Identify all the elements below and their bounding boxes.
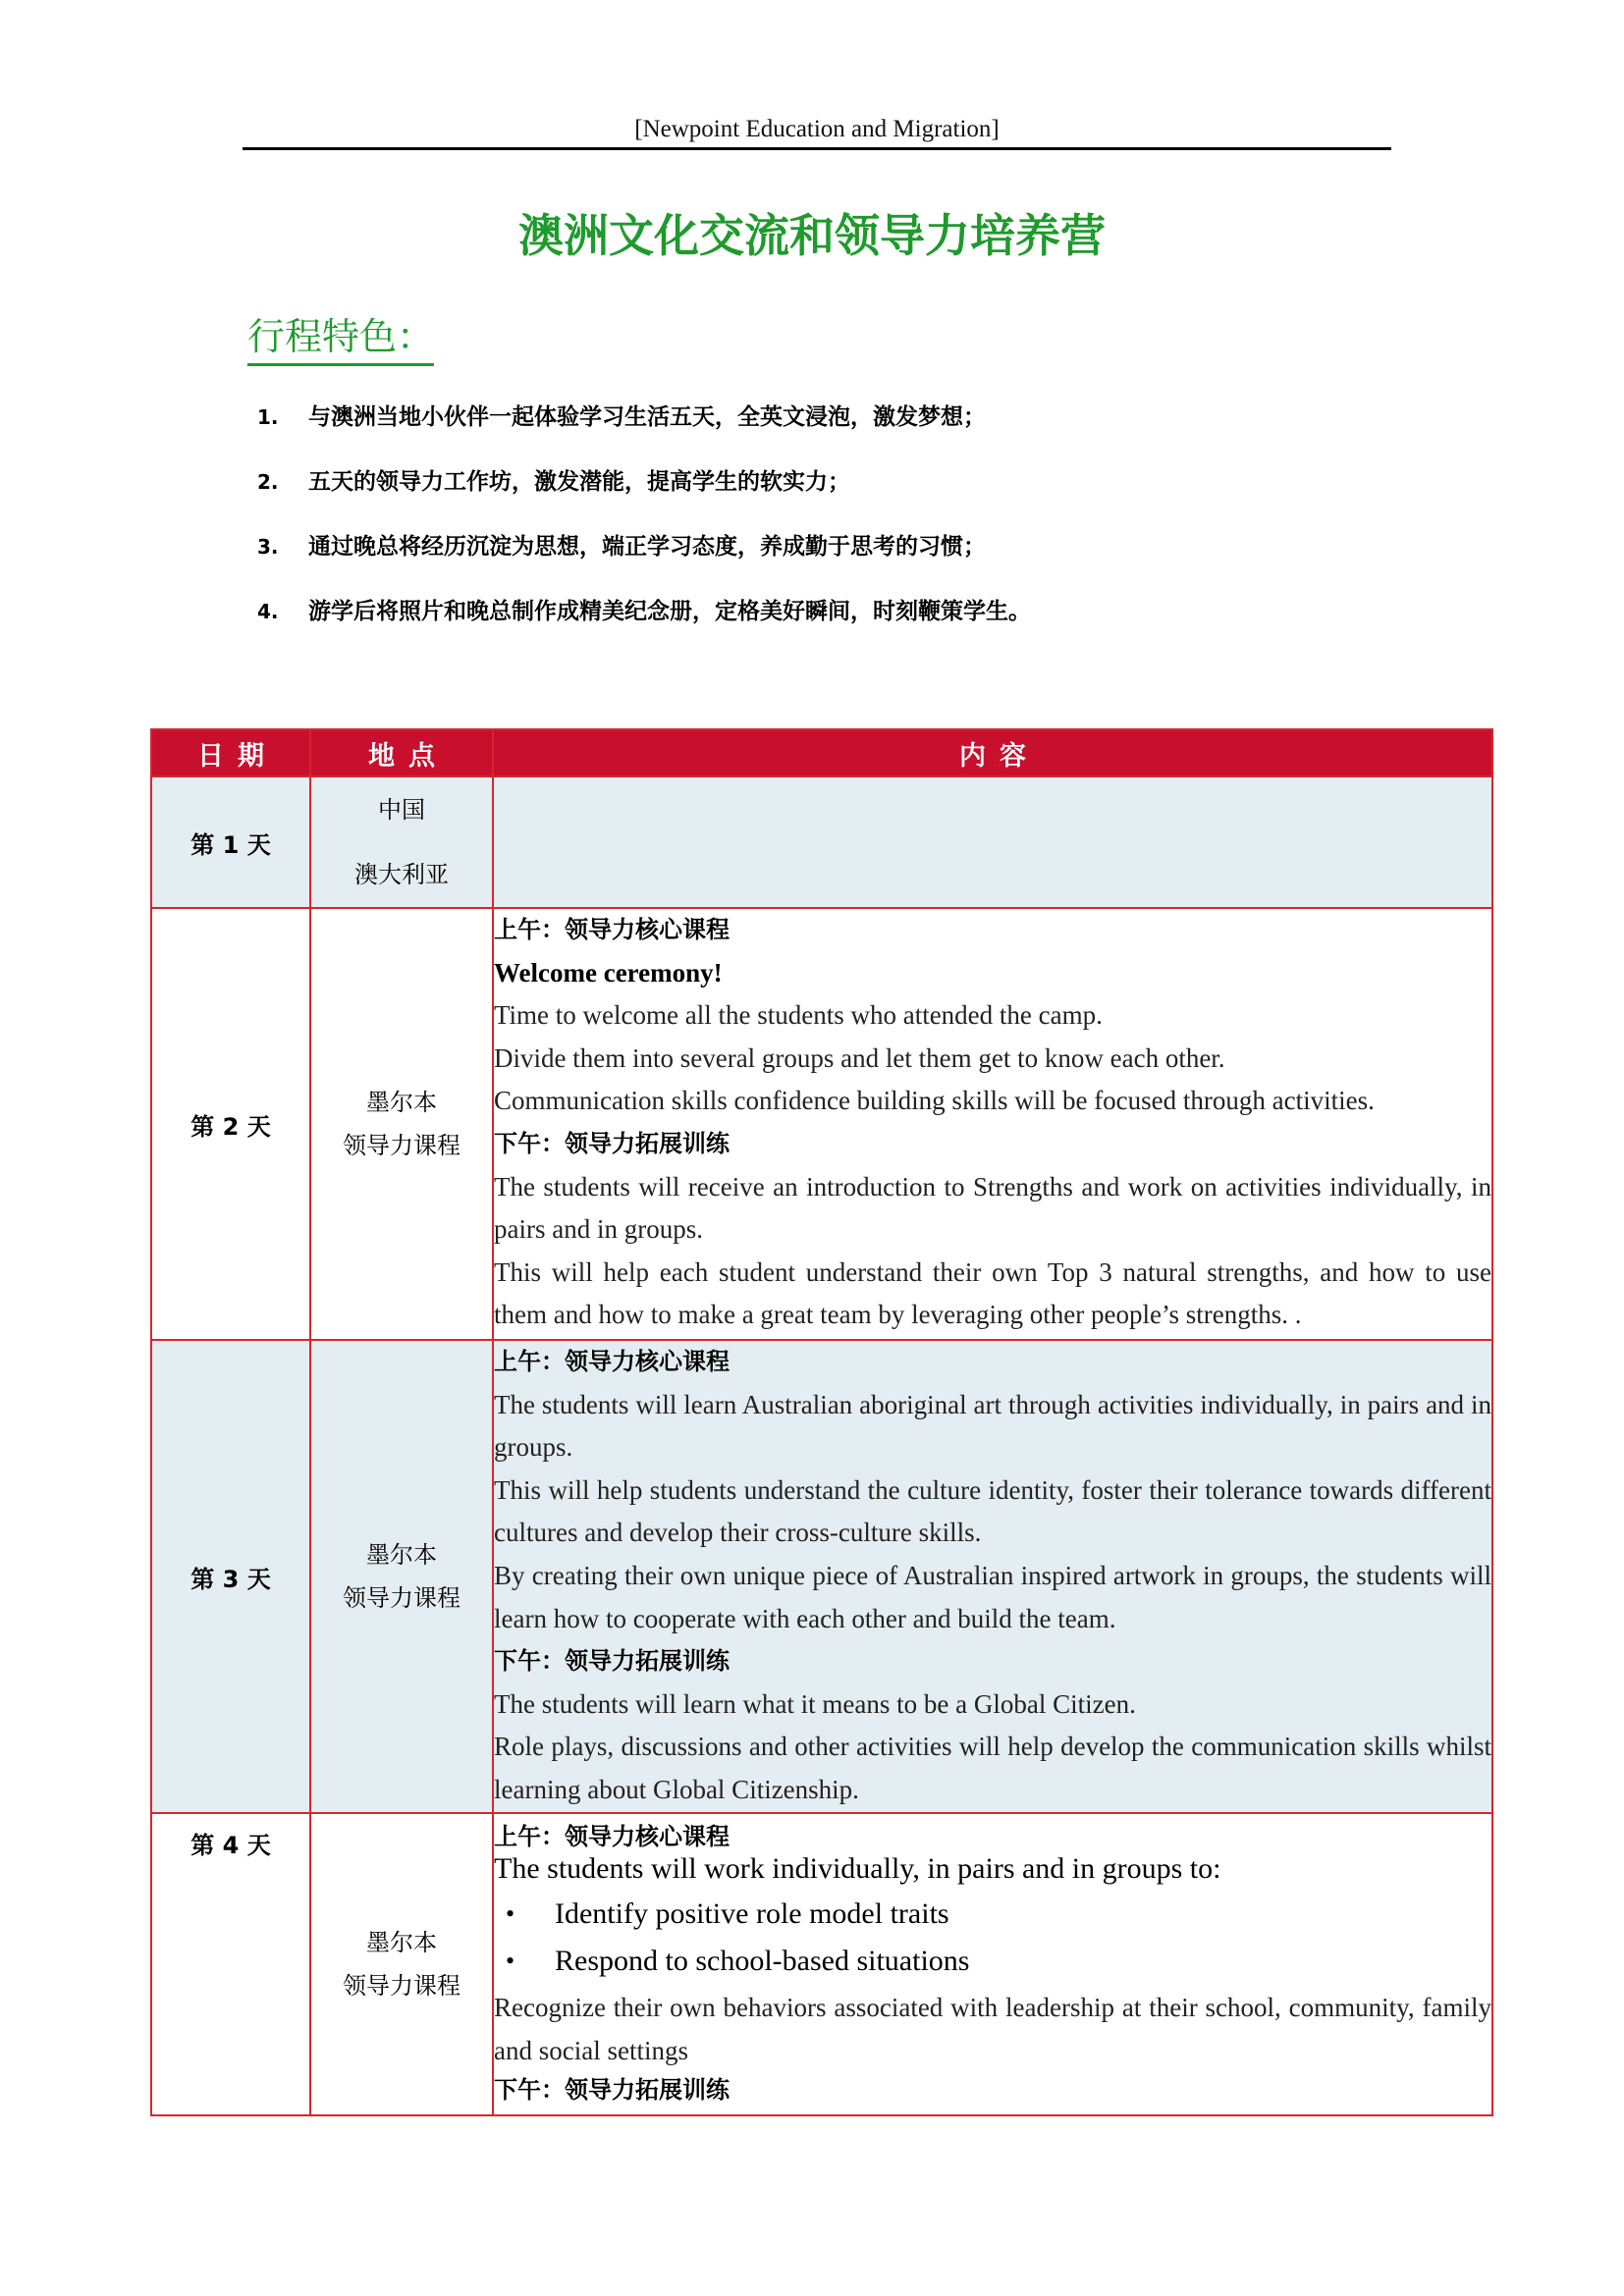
place-line: 领导力课程 <box>343 1132 460 1159</box>
welcome-heading: Welcome ceremony! <box>494 957 723 988</box>
header-date: 日期 <box>151 729 310 776</box>
feature-text: 五天的领导力工作坊，激发潜能，提高学生的软实力； <box>308 469 850 495</box>
day-label: 第 3 天 <box>151 1340 310 1813</box>
table-row-day-3 <box>151 1340 1492 1813</box>
day-label: 第 2 天 <box>151 908 310 1340</box>
feature-text: 游学后将照片和晚总制作成精美纪念册，定格美好瞬间，时刻鞭策学生。 <box>308 599 1031 624</box>
content-paragraph: Role plays, discussions and other activities will help develop the communication skills whilst learning about Global Citizenship. <box>494 1732 1491 1804</box>
header-place: 地点 <box>310 729 493 776</box>
day-content <box>493 908 1492 1340</box>
header-rule <box>243 147 1391 150</box>
content-paragraph: The students will receive an introduction to Strengths and work on activities individually, in pairs and in groups. <box>494 1171 1491 1245</box>
content-paragraph: This will help each student understand their own Top 3 natural strengths, and how to use them and how to make a great team by leveraging other people’s strengths. . <box>494 1256 1491 1330</box>
content-paragraph: By creating their own unique piece of Australian inspired artwork in groups, the students will learn how to cooperate with each other and build the team. <box>494 1560 1491 1633</box>
feature-number: 3. <box>257 535 279 559</box>
feature-number: 4. <box>257 600 279 623</box>
header-content: 内容 <box>493 729 1492 776</box>
place-line: 领导力课程 <box>343 1584 460 1612</box>
day-content <box>493 1813 1492 2115</box>
bullet-item: • Identify positive role model traits <box>555 1891 1491 1938</box>
feature-number: 1. <box>257 405 279 429</box>
content-paragraph: This will help students understand the culture identity, foster their tolerance towards different cultures and develop their cross-culture skills. <box>494 1474 1491 1548</box>
itinerary-table <box>150 728 1493 2116</box>
morning-heading: 上午：领导力核心课程 <box>494 1823 730 1850</box>
feature-text: 与澳洲当地小伙伴一起体验学习生活五天，全英文浸泡，激发梦想； <box>308 404 986 430</box>
afternoon-heading: 下午：领导力拓展训练 <box>494 2076 730 2105</box>
place-line: 中国 <box>378 796 425 824</box>
day-content <box>493 1340 1492 1813</box>
page-header: [Newpoint Education and Migration] <box>634 116 1000 142</box>
feature-item <box>257 527 1435 592</box>
feature-number: 2. <box>257 470 279 494</box>
place-line: 墨尔本 <box>366 1089 437 1116</box>
content-paragraph: Divide them into several groups and let them get to know each other. <box>494 1042 1225 1073</box>
afternoon-heading: 下午：领导力拓展训练 <box>494 1129 730 1157</box>
day-place <box>310 776 493 908</box>
feature-item <box>257 398 1435 462</box>
feature-item <box>257 462 1435 527</box>
day-label: 第 4 天 <box>151 1813 310 2115</box>
content-paragraph: The students will learn what it means to be a Global Citizen. <box>494 1688 1136 1719</box>
content-paragraph: Communication skills confidence building skills will be focused through activities. <box>494 1086 1375 1116</box>
feature-text: 通过晚总将经历沉淀为思想，端正学习态度，养成勤于思考的习惯； <box>308 534 986 560</box>
bullet-item: • Respond to school-based situations <box>555 1938 1491 1985</box>
place-line: 澳大利亚 <box>354 861 449 888</box>
intro-text: The students will work individually, in pairs and in groups to: <box>494 1852 1221 1885</box>
place-line: 墨尔本 <box>366 1541 437 1569</box>
bullet-list <box>494 1891 1491 1985</box>
content-paragraph: Recognize their own behaviors associated with leadership at their school, community, family and social settings <box>494 1993 1491 2065</box>
day-place <box>310 1340 493 1813</box>
features-heading: 行程特色： <box>247 312 434 366</box>
page-title: 澳洲文化交流和领导力培养营 <box>518 209 1106 262</box>
table-header-row <box>151 729 1492 776</box>
morning-heading: 上午：领导力核心课程 <box>494 916 730 943</box>
day-content <box>493 776 1492 908</box>
content-paragraph: The students will learn Australian aboriginal art through activities individually, in pairs and in groups. <box>494 1389 1491 1463</box>
place-line: 领导力课程 <box>343 1972 460 2000</box>
table-row-day-4 <box>151 1813 1492 2115</box>
day-place <box>310 1813 493 2115</box>
content-paragraph: Time to welcome all the students who attended the camp. <box>494 1000 1103 1031</box>
place-line: 墨尔本 <box>366 1929 437 1956</box>
day-place <box>310 908 493 1340</box>
table-row-day-2 <box>151 908 1492 1340</box>
day-label: 第 1 天 <box>151 776 310 908</box>
table-row-day-1 <box>151 776 1492 908</box>
feature-item <box>257 592 1435 657</box>
morning-heading: 上午：领导力核心课程 <box>494 1348 730 1375</box>
features-list <box>257 398 1435 657</box>
afternoon-heading: 下午：领导力拓展训练 <box>494 1647 730 1676</box>
